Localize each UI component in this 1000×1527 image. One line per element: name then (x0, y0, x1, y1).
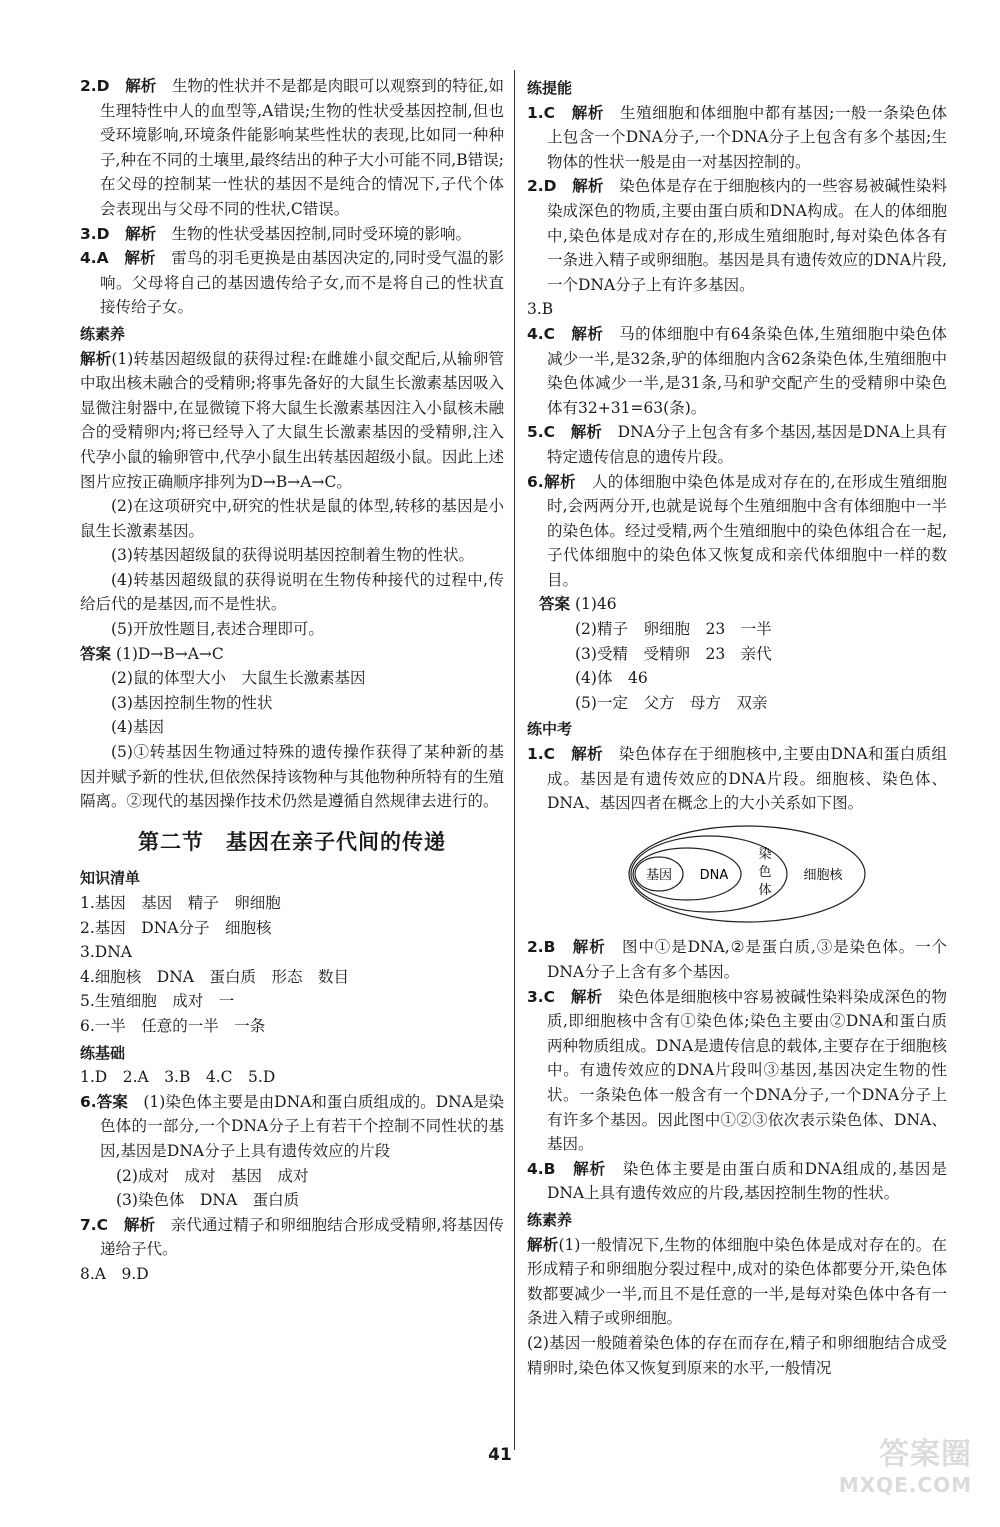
suyang-answer-3: (3)基因控制生物的性状 (111, 693, 273, 712)
dna-label: DNA (699, 867, 729, 883)
tineng-q6-answer-4: (4)体 46 (575, 669, 648, 688)
tineng-q6-answer-1: 答案 (1)46 (539, 595, 617, 614)
jichu-q6-2: (2)成对 成对 基因 成对 (116, 1166, 309, 1185)
qingdan-item: 3.DNA (80, 943, 132, 962)
nested-ellipses-diagram (627, 824, 867, 924)
qingdan-item: 6.一半 任意的一半 一条 (80, 1016, 266, 1035)
qingdan-item: 1.基因 基因 精子 卵细胞 (80, 894, 281, 912)
suyang-analysis-1: 解析(1)转基因超级鼠的获得过程:在雌雄小鼠交配后,从输卵管中取出核未融合的受精卵;将事先备好的大鼠生长激素基因吸入显微注射器中,在显微镜下将大鼠生长激素基因注入小鼠核未融合的受精卵内;将已经导入了大鼠生长激素基因的受精卵,注入代孕小鼠的输卵管中,代孕小鼠生出转基因超级小鼠。因此上述图片应按正确顺序排列为D→B→A→C。 (80, 349, 504, 491)
tineng-q2: 2.D 解析 染色体是存在于细胞核内的一些容易被碱性染料染成深色的物质,主要由蛋白质和DNA构成。在人的体细胞中,染色体是成对存在的,形成生殖细胞时,每对染色体各有一条进入精子或卵细胞。基因是具有遗传效应的DNA片段,一个DNA分子上有许多基因。 (527, 177, 947, 294)
suyang-analysis-2: (2)在这项研究中,研究的性状是鼠的体型,转移的基因是小鼠生长激素基因。 (80, 497, 504, 540)
jichu-answers-1-5: 1.D 2.A 3.B 4.C 5.D (80, 1068, 276, 1087)
tineng-q5: 5.C 解析 DNA分子上包含有多个基因,基因是DNA上具有特定遗传信息的遗传片段。 (527, 423, 947, 466)
zhongkao-q1: 1.C 解析 染色体存在于细胞核中,主要由DNA和蛋白质组成。基因是有遗传效应的DNA片段。细胞核、染色体、DNA、基因四者在概念上的大小关系如下图。 (527, 745, 947, 813)
answer-q2: 2.D 解析 生物的性状并不是都是肉眼可以观察到的特征,如生理特性中人的血型等,A错误;生物的性状受基因控制,但也受环境影响,环境条件能影响某些性状的表现,比如同一种种子,种在不同的土壤里,最终结出的种子大小可能不同,B错误;在父母的控制某一性状的基因不是纯合的情况下,子代个体会表现出与父母不同的性状,C错误。 (80, 77, 504, 218)
heading-lian-tineng: 练提能 (527, 79, 573, 97)
answer-q3: 3.D 解析 生物的性状受基因控制,同时受环境的影响。 (80, 224, 472, 243)
suyang-analysis-4: (4)转基因超级鼠的获得说明在生物传种接代的过程中,传给后代的是基因,而不是性状。 (80, 570, 504, 614)
tineng-q6: 6.解析 人的体细胞中染色体是成对存在的,在形成生殖细胞时,会两两分开,也就是说每个生殖细胞中含有体细胞中一半的染色体。经过受精,两个生殖细胞中的染色体组合在一起,子代体细胞中的染色体又恢复成和亲代体细胞中一样的数目。 (527, 472, 947, 589)
suyang-answer-5: (5)①转基因生物通过特殊的遗传操作获得了某种新的基因并赋予新的性状,但依然保持该物种与其他物种所特有的生殖隔离。②现代的基因操作技术仍然是遵循自然规律去进行的。 (80, 743, 504, 811)
jichu-q7: 7.C 解析 亲代通过精子和卵细胞结合形成受精卵,将基因传递给子代。 (80, 1215, 504, 1259)
tineng-q1: 1.C 解析 生殖细胞和体细胞中都有基因;一般一条染色体上包含一个DNA分子,一个DNA分子上包含有多个基因;生物体的性状一般是由一对基因控制的。 (527, 103, 947, 171)
suyang-answer-1: 答案 (1)D→B→A→C (80, 644, 224, 663)
tineng-q4: 4.C 解析 马的体细胞中有64条染色体,生殖细胞中染色体减少一半,是32条,驴的体细胞内含62条染色体,生殖细胞中染色体减少一半,是31条,马和驴交配产生的受精卵中染色体有32+31=63(条)。 (527, 324, 947, 417)
suyang2-analysis-1: 解析(1)一般情况下,生物的体细胞中染色体是成对存在的。在形成精子和卵细胞分裂过程中,成对的染色体都要分开,染色体数都要减少一半,而且不是任意的一半,是每对染色体中各有一条进入精子或卵细胞。 (527, 1235, 947, 1328)
heading-lian-suyang: 练素养 (80, 324, 126, 343)
heading-zhishi-qingdan: 知识清单 (80, 869, 141, 888)
jichu-q6-3: (3)染色体 DNA 蛋白质 (116, 1191, 300, 1210)
heading-lian-jichu: 练基础 (80, 1043, 126, 1062)
watermark-logo (762, 1437, 972, 1517)
zhongkao-q3: 3.C 解析 染色体是细胞核中容易被碱性染料染成深色的物质,即细胞核中含有①染色体;染色主要由②DNA和蛋白质两种物质组成。DNA是遗传信息的载体,主要存在于细胞核中。有遗传效应的DNA片段叫③基因,基因决定生物的性状。一条染色体一般含有一个DNA分子,一个DNA分子上有许多个基因。因此图中①②③依次表示染色体、DNA、基因。 (527, 987, 947, 1154)
suyang2-analysis-2: (2)基因一般随着染色体的存在而存在,精子和卵细胞结合成受精卵时,染色体又恢复到原来的水平,一般情况 (527, 1333, 947, 1377)
watermark-top: 答案圈 (879, 1437, 972, 1472)
jichu-q6: 6.答案 (1)染色体主要是由DNA和蛋白质组成的。DNA是染色体的一部分,一个DNA分子上有若干个控制不同性状的基因,基因是DNA分子上具有遗传效应的片段 (80, 1092, 504, 1160)
chrom-label-1: 染 (758, 846, 772, 862)
left-column (80, 74, 504, 1287)
jichu-q8-9: 8.A 9.D (80, 1264, 149, 1283)
tineng-q3: 3.B (527, 300, 554, 319)
zhongkao-q2: 2.B 解析 图中①是DNA,②是蛋白质,③是染色体。一个DNA分子上含有多个基因。 (527, 938, 947, 981)
right-column (527, 74, 947, 1380)
nucleus-label: 细胞核 (803, 867, 843, 883)
qingdan-item: 5.生殖细胞 成对 一 (80, 992, 235, 1011)
column-divider (514, 70, 515, 1450)
suyang-analysis-5: (5)开放性题目,表述合理即可。 (111, 620, 324, 639)
suyang-analysis-3: (3)转基因超级鼠的获得说明基因控制着生物的性状。 (111, 546, 474, 565)
zhongkao-q4: 4.B 解析 染色体主要是由蛋白质和DNA组成的,基因是DNA上具有遗传效应的片段,基因控制生物的性状。 (527, 1159, 947, 1203)
section-title: 第二节 基因在亲子代间的传递 (138, 829, 446, 854)
heading-lian-suyang-2: 练素养 (527, 1210, 573, 1229)
qingdan-item: 2.基因 DNA分子 细胞核 (80, 918, 272, 937)
heading-lian-zhongkao: 练中考 (527, 720, 573, 739)
watermark-bottom: MXQE.COM (838, 1473, 972, 1497)
tineng-q6-answer-3: (3)受精 受精卵 23 亲代 (575, 644, 772, 663)
chrom-label-3: 体 (758, 882, 772, 898)
page-number: 41 (488, 1445, 512, 1465)
chrom-label-2: 色 (758, 864, 772, 880)
qingdan-item: 4.细胞核 DNA 蛋白质 形态 数目 (80, 967, 349, 986)
tineng-q6-answer-5: (5)一定 父方 母方 双亲 (575, 693, 768, 712)
concept-diagram (627, 824, 947, 932)
gene-label: 基因 (645, 867, 673, 883)
tineng-q6-answer-2: (2)精子 卵细胞 23 一半 (575, 620, 772, 639)
answer-q4: 4.A 解析 雷鸟的羽毛更换是由基因决定的,同时受气温的影响。父母将自己的基因遗传给子女,而不是将自己的性状直接传给子女。 (80, 249, 504, 317)
suyang-answer-2: (2)鼠的体型大小 大鼠生长激素基因 (111, 669, 366, 688)
suyang-answer-4: (4)基因 (111, 718, 164, 737)
